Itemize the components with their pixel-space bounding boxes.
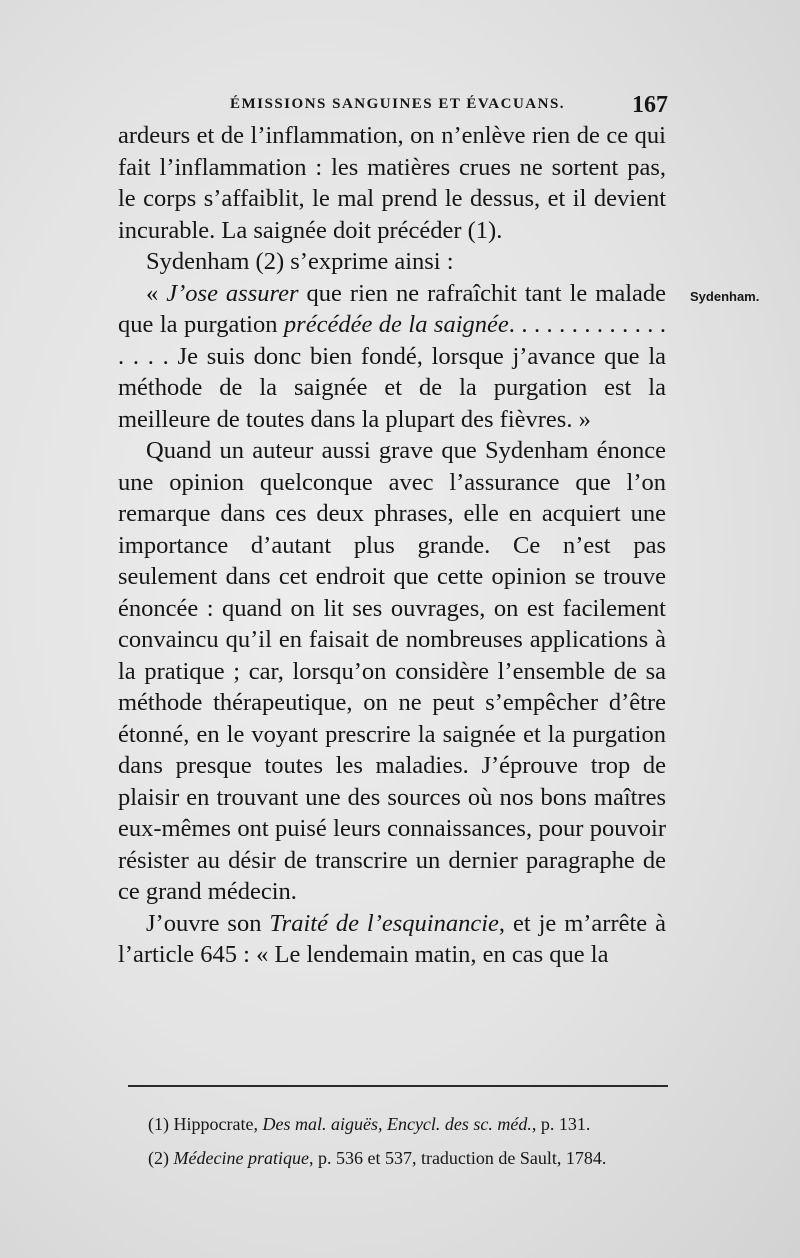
text-run: , et je m’arrête à l’article 645 : « Le lendemain matin, en cas que la — [118, 909, 666, 968]
footnote-text: , p. 536 et 537, traduction de Sault, 1784. — [308, 1148, 607, 1168]
running-head: ÉMISSIONS SANGUINES ET ÉVACUANS. — [230, 96, 566, 112]
text-run: . . . . . . . . . . . . . . . . . Je suis donc bien fondé, lorsque j’avance que la méthode de la saignée et de la purgation est la meilleure de toutes dans la plupart des fièvres. » — [118, 311, 667, 433]
footnote-1 — [148, 1107, 678, 1141]
footnote-italic: Médecine pratique — [173, 1148, 309, 1168]
italic-phrase: J’ose assurer — [166, 279, 299, 307]
footnote-text: , p. 131. — [531, 1114, 591, 1134]
footnotes — [148, 1107, 678, 1175]
footnote-2 — [148, 1141, 678, 1175]
footnote-rule — [128, 1085, 668, 1087]
footnote-text: Hippocrate, — [173, 1114, 263, 1134]
paragraph-4: Quand un auteur aussi grave que Sydenham énonce une opinion quelconque avec l’assurance que l’on remarque dans ces deux phrases, elle en acquiert une importance d’autant plus grande. Ce n’est pas seulement dans cet endroit que cette opinion se trouve énoncée : quand on lit ses ouvrages, on est facilement convaincu qu’il en faisait de nombreuses applications à la pratique ; car, lorsqu’on considère l’ensemble de sa méthode thérapeutique, on ne peut s’empêcher d’être étonné, en le voyant prescrire la saignée et la purgation dans presque toutes les maladies. J’éprouve trop de plaisir en trouvant une des sources où nos bons maîtres eux-mêmes ont puisé leurs connaissances, pour pouvoir résister au désir de transcrire un dernier paragraphe de ce grand médecin. — [118, 437, 666, 905]
text-run: que rien ne rafraîchit tant le malade que la purgation — [118, 279, 667, 338]
footnote-italic: Des mal. aiguës, Encycl. des sc. méd. — [262, 1114, 532, 1134]
paragraph-1: ardeurs et de l’inflammation, on n’enlève rien de ce qui fait l’inflammation : les matières crues ne sortent pas, le corps s’affaiblit, le mal prend le dessus, et il devient incurable. La saignée doit précéder (1). — [118, 122, 666, 244]
italic-phrase: précédée de la saignée — [283, 311, 509, 338]
text-run: J’ouvre son — [146, 909, 270, 937]
paragraph-2: Sydenham (2) s’exprime ainsi : — [146, 248, 454, 275]
margin-note: Sydenham. — [690, 289, 760, 304]
page-header — [118, 92, 668, 122]
body-text — [118, 120, 666, 971]
paragraph-3-quote — [118, 278, 666, 436]
footnote-number: (2) — [148, 1148, 174, 1168]
paragraph-5 — [118, 908, 666, 971]
italic-title: Traité de l’esquinancie — [269, 909, 499, 937]
footnote-number: (1) — [148, 1114, 174, 1134]
page-number: 167 — [632, 92, 668, 118]
open-quote: « — [146, 279, 167, 307]
